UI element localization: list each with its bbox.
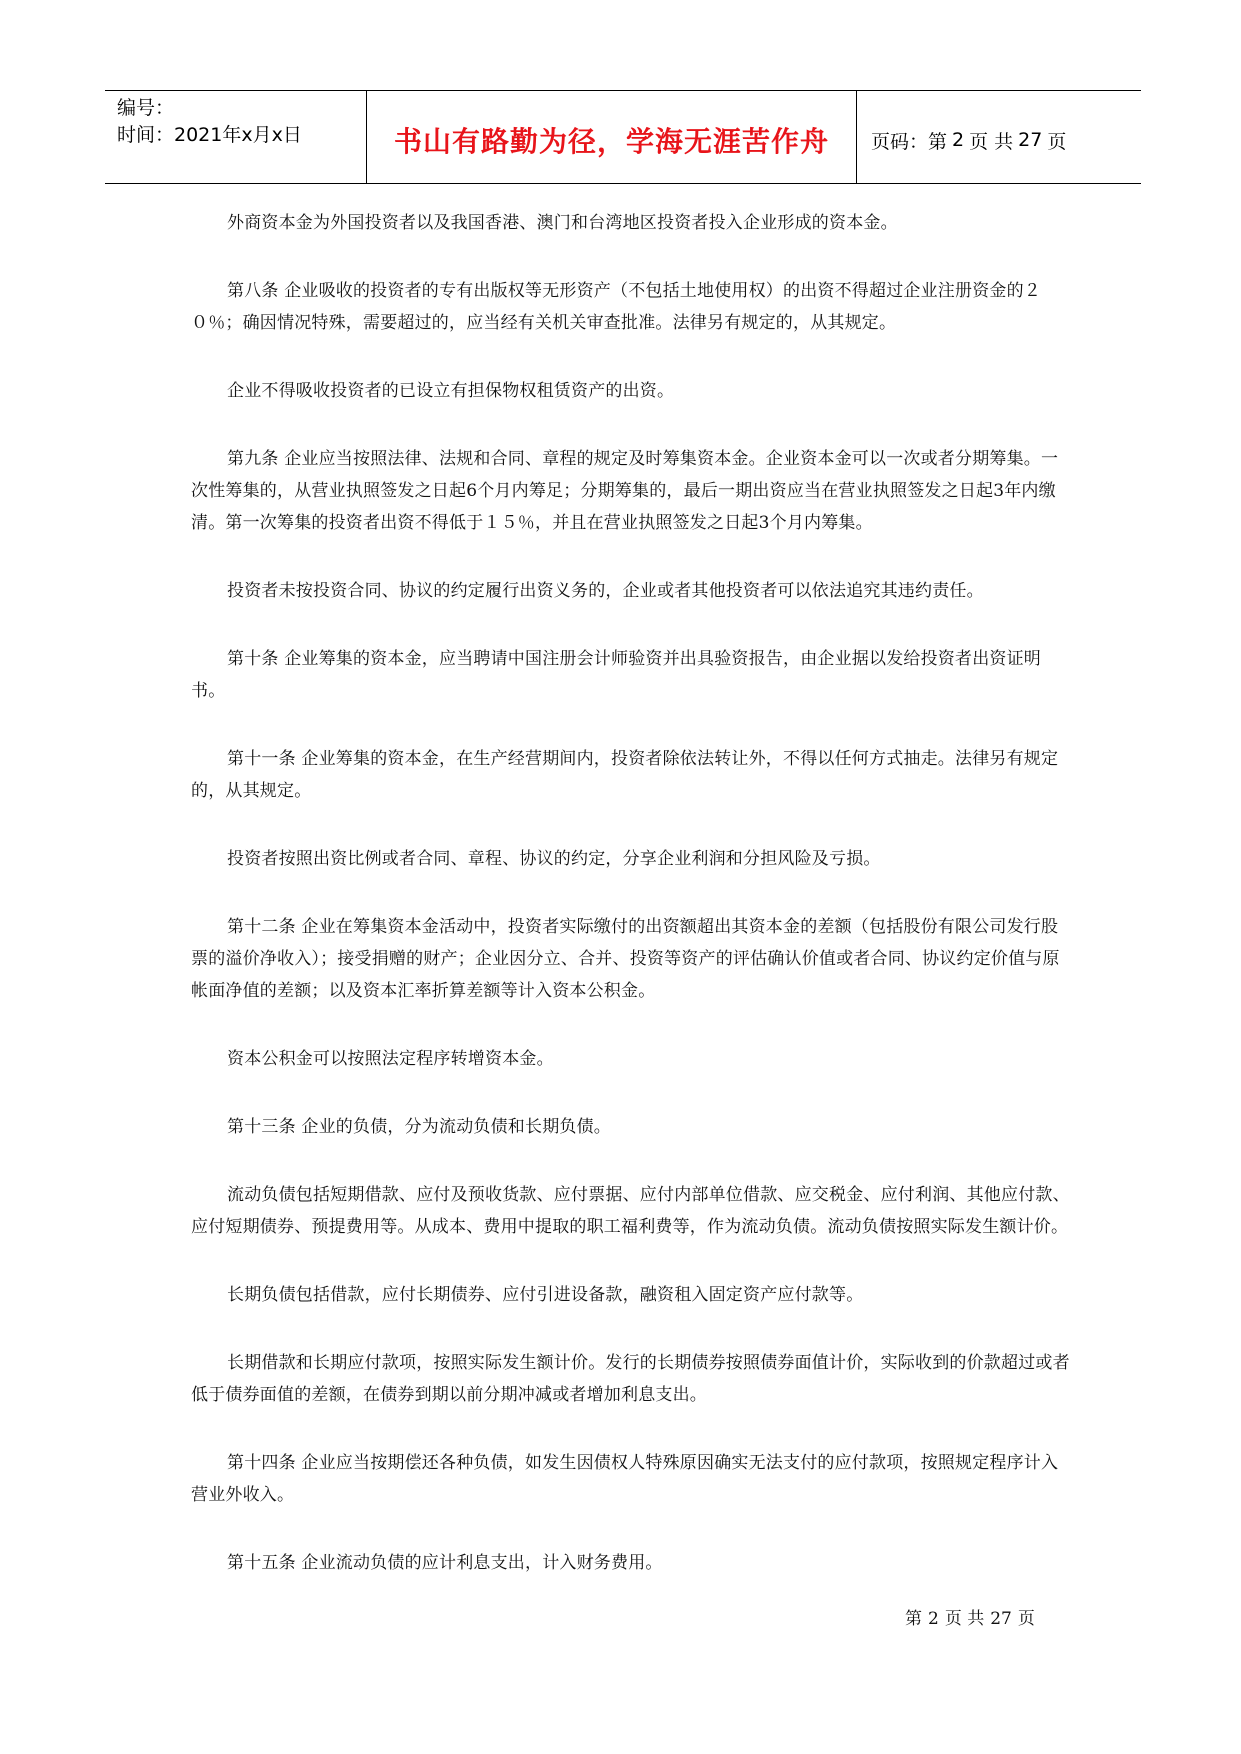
paragraph: 投资者按照出资比例或者合同、章程、协议的约定，分享企业利润和分担风险及亏损。 [227,849,881,869]
header-page-suffix: 页 [1047,130,1067,153]
paragraph: 流动负债包括短期借款、应付及预收货款、应付票据、应付内部单位借款、应交税金、应付利润、其他应付款、应付短期债券、预提费用等。从成本、费用中提取的职工福利费等，作为流动负债。流动负债按照实际发生额计价。 [191,1185,1070,1237]
paragraph: 第九条 企业应当按照法律、法规和合同、章程的规定及时筹集资本金。企业资本金可以一次或者分期筹集。一次性筹集的，从营业执照签发之日起6个月内筹足；分期筹集的，最后一期出资应当在营业执照签发之日起3年内缴清。第一次筹集的投资者出资不得低于１５％，并且在营业执照签发之日起3个月内筹集。 [191,449,1059,533]
document-number-label: 编号： [117,97,175,119]
footer-suffix: 页 [1017,1609,1035,1629]
paragraph: 第十四条 企业应当按期偿还各种负债，如发生因债权人特殊原因确实无法支付的应付款项，按照规定程序计入营业外收入。 [191,1453,1059,1505]
header-meta [105,91,367,183]
footer-mid: 页 共 [944,1609,985,1629]
paragraph: 外商资本金为外国投资者以及我国香港、澳门和台湾地区投资者投入企业形成的资本金。 [227,213,898,233]
header-motto: 书山有路勤为径，学海无涯苦作舟 [367,91,857,183]
paragraph: 投资者未按投资合同、协议的约定履行出资义务的，企业或者其他投资者可以依法追究其违约责任。 [227,581,984,601]
footer-prefix: 第 [905,1609,922,1629]
paragraph: 第十二条 企业在筹集资本金活动中，投资者实际缴付的出资额超出其资本金的差额（包括股份有限公司发行股票的溢价净收入）；接受捐赠的财产；企业因分立、合并、投资等资产的评估确认价值或者合同、协议约定价值与原帐面净值的差额；以及资本汇率折算差额等计入资本公积金。 [191,917,1060,1001]
document-body [191,207,1071,1615]
header-page-mid: 页 共 [969,130,1014,153]
document-time-label: 时间：2021年x月x日 [117,124,302,146]
paragraph: 第八条 企业吸收的投资者的专有出版权等无形资产（不包括土地使用权）的出资不得超过企业注册资金的２０％；确因情况特殊，需要超过的，应当经有关机关审查批准。法律另有规定的，从其规定。 [191,281,1042,333]
page-header [105,90,1141,184]
paragraph: 企业不得吸收投资者的已设立有担保物权租赁资产的出资。 [227,381,675,401]
header-page-current: 2 [952,129,965,151]
header-page-indicator [857,91,1141,183]
paragraph: 第十三条 企业的负债，分为流动负债和长期负债。 [227,1117,612,1137]
paragraph: 第十一条 企业筹集的资本金，在生产经营期间内，投资者除依法转让外，不得以任何方式抽走。法律另有规定的，从其规定。 [191,749,1059,801]
footer-page-total: 27 [990,1609,1012,1629]
footer-page-current: 2 [928,1609,939,1629]
header-page-prefix: 页码：第 [871,130,948,153]
paragraph: 第十五条 企业流动负债的应计利息支出，计入财务费用。 [227,1553,663,1573]
paragraph: 第十条 企业筹集的资本金，应当聘请中国注册会计师验资并出具验资报告，由企业据以发给投资者出资证明书。 [191,649,1042,701]
header-page-total: 27 [1018,129,1043,151]
page-footer [905,1604,1041,1629]
paragraph: 资本公积金可以按照法定程序转增资本金。 [227,1049,554,1069]
paragraph: 长期借款和长期应付款项，按照实际发生额计价。发行的长期债券按照债券面值计价，实际收到的价款超过或者低于债券面值的差额，在债券到期以前分期冲减或者增加利息支出。 [191,1353,1070,1405]
paragraph: 长期负债包括借款，应付长期债券、应付引进设备款，融资租入固定资产应付款等。 [227,1285,864,1305]
